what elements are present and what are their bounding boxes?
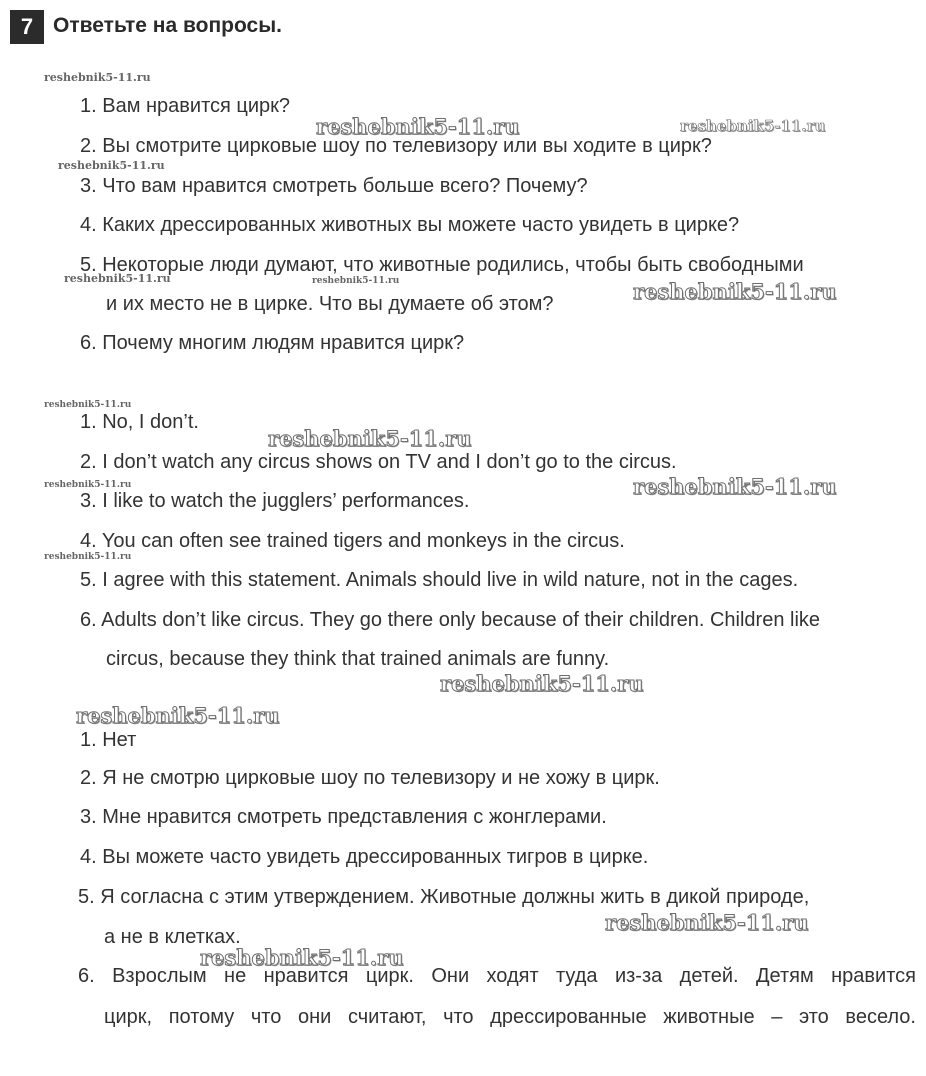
- watermark: reshebnik5-11.ru: [312, 276, 400, 286]
- question-6: 6. Почему многим людям нравится цирк?: [80, 332, 465, 354]
- question-5-continuation: и их место не в цирке. Что вы думаете об этом?: [106, 293, 554, 315]
- watermark: reshebnik5-11.ru: [44, 71, 151, 84]
- watermark: reshebnik5-11.ru: [58, 159, 165, 172]
- answer-ru-6-continuation: цирк, потому что они считают, что дрессированные животные – это весело.: [104, 1006, 916, 1028]
- question-4: 4. Каких дрессированных животных вы можете часто увидеть в цирке?: [80, 214, 740, 236]
- answer-en-1: 1. No, I don’t.: [80, 411, 199, 433]
- watermark: reshebnik5-11.ru: [268, 426, 472, 451]
- answer-en-2: 2. I don’t watch any circus shows on TV and I don’t go to the circus.: [80, 451, 677, 473]
- answer-ru-6: 6. Взрослым не нравится цирк. Они ходят туда из-за детей. Детям нравится: [78, 965, 916, 987]
- watermark: reshebnik5-11.ru: [316, 114, 520, 139]
- watermark: reshebnik5-11.ru: [605, 910, 809, 935]
- watermark: reshebnik5-11.ru: [44, 552, 132, 562]
- watermark: reshebnik5-11.ru: [64, 272, 171, 285]
- question-5: 5. Некоторые люди думают, что животные родились, чтобы быть свободными: [80, 254, 804, 276]
- question-2: 2. Вы смотрите цирковые шоу по телевизору или вы ходите в цирк?: [80, 135, 712, 157]
- answer-ru-1: 1. Нет: [80, 729, 137, 751]
- watermark: reshebnik5-11.ru: [44, 400, 132, 410]
- watermark: reshebnik5-11.ru: [44, 480, 132, 490]
- task-title: Ответьте на вопросы.: [53, 14, 282, 37]
- answer-en-5: 5. I agree with this statement. Animals should live in wild nature, not in the cages.: [80, 569, 799, 591]
- answer-ru-4: 4. Вы можете часто увидеть дрессированных тигров в цирке.: [80, 846, 649, 868]
- answer-ru-3: 3. Мне нравится смотреть представления с жонглерами.: [80, 806, 607, 828]
- watermark: reshebnik5-11.ru: [633, 279, 837, 304]
- watermark: reshebnik5-11.ru: [680, 117, 826, 135]
- question-1: 1. Вам нравится цирк?: [80, 95, 291, 117]
- answer-en-6-continuation: circus, because they think that trained animals are funny.: [106, 648, 610, 670]
- answer-ru-5-continuation: а не в клетках.: [104, 926, 241, 948]
- question-3: 3. Что вам нравится смотреть больше всего? Почему?: [80, 175, 588, 197]
- answer-en-3: 3. I like to watch the jugglers’ performances.: [80, 490, 470, 512]
- watermark: reshebnik5-11.ru: [440, 671, 644, 696]
- watermark: reshebnik5-11.ru: [633, 474, 837, 499]
- answer-ru-2: 2. Я не смотрю цирковые шоу по телевизору и не хожу в цирк.: [80, 767, 660, 789]
- answer-en-4: 4. You can often see trained tigers and monkeys in the circus.: [80, 530, 625, 552]
- answer-ru-5: 5. Я согласна с этим утверждением. Животные должны жить в дикой природе,: [78, 886, 810, 908]
- task-number-badge: 7: [10, 10, 44, 44]
- watermark: reshebnik5-11.ru: [76, 703, 280, 728]
- watermark: reshebnik5-11.ru: [200, 945, 404, 970]
- answer-en-6: 6. Adults don’t like circus. They go there only because of their children. Children like: [80, 609, 821, 631]
